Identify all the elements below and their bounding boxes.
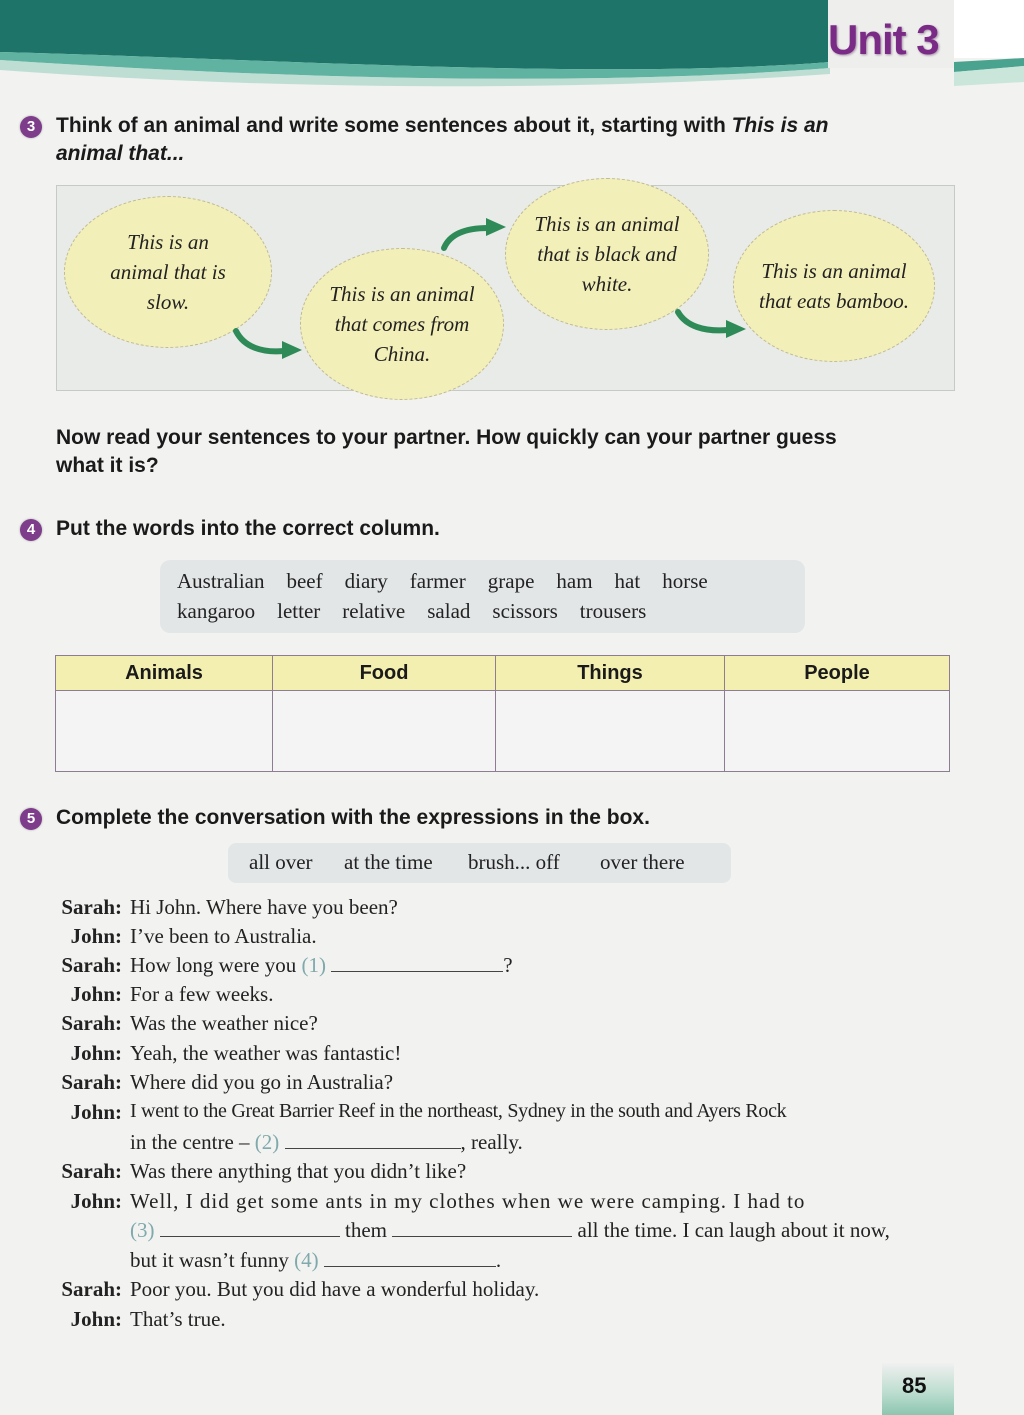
speaker: John: bbox=[70, 1189, 122, 1213]
word: ham bbox=[556, 569, 593, 593]
expression-box bbox=[228, 843, 731, 883]
word: Australian bbox=[177, 569, 265, 593]
speaker: John: bbox=[70, 982, 122, 1006]
curved-arrow-icon bbox=[674, 306, 750, 342]
dialogue-text: ? bbox=[503, 953, 513, 977]
word: grape bbox=[487, 569, 535, 593]
bubble-4 bbox=[733, 210, 935, 362]
expression: at the time bbox=[344, 850, 433, 874]
exercise-5-badge: 5 bbox=[20, 808, 42, 830]
answer-cell-people[interactable] bbox=[725, 691, 950, 772]
bubble-1-line: slow. bbox=[146, 290, 190, 314]
word: salad bbox=[427, 599, 471, 623]
word: letter bbox=[277, 599, 321, 623]
bubble-4-line: This is an animal bbox=[761, 259, 907, 283]
answer-blank-3b[interactable] bbox=[392, 1218, 572, 1237]
exercise-4-instruction: Put the words into the correct column. bbox=[56, 517, 440, 540]
exercise-3-followup bbox=[56, 424, 956, 480]
speaker: John: bbox=[70, 1307, 122, 1331]
followup-line-2: what it is? bbox=[56, 454, 159, 477]
column-header-food: Food bbox=[273, 656, 496, 691]
speaker: Sarah: bbox=[61, 1011, 122, 1035]
dialogue-text: , really. bbox=[460, 1130, 523, 1154]
speaker: Sarah: bbox=[61, 1070, 122, 1094]
word: hat bbox=[614, 569, 641, 593]
curved-arrow-icon bbox=[438, 212, 508, 252]
page-number-tab bbox=[882, 1363, 954, 1415]
exercise-3-badge: 3 bbox=[20, 116, 42, 138]
word-row-2 bbox=[177, 599, 668, 624]
bubble-1-line: This is an bbox=[127, 230, 209, 254]
exercise-4-badge: 4 bbox=[20, 519, 42, 541]
speaker: Sarah: bbox=[61, 1277, 122, 1301]
speaker: Sarah: bbox=[61, 895, 122, 919]
blank-number: (2) bbox=[254, 1130, 280, 1154]
dialogue-text: I’ve been to Australia. bbox=[130, 924, 317, 948]
dialogue-text: but it wasn’t funny bbox=[130, 1248, 289, 1272]
blank-number: (3) bbox=[130, 1218, 155, 1242]
dialogue-text-wrap bbox=[130, 1248, 501, 1273]
dialogue-text: Was the weather nice? bbox=[130, 1011, 318, 1035]
exercise-3-instruction bbox=[56, 112, 956, 168]
word: relative bbox=[342, 599, 406, 623]
category-table bbox=[55, 655, 950, 772]
speaker: Sarah: bbox=[61, 1159, 122, 1183]
exercise-3-instruction-italic-1: This is an bbox=[731, 114, 829, 137]
exercise-5-instruction: Complete the conversation with the expressions in the box. bbox=[56, 806, 650, 829]
table-row bbox=[56, 691, 950, 772]
word: trousers bbox=[579, 599, 647, 623]
word: horse bbox=[662, 569, 708, 593]
curved-arrow-icon bbox=[232, 325, 304, 361]
column-header-animals: Animals bbox=[56, 656, 273, 691]
dialogue-text: Was there anything that you didn’t like? bbox=[130, 1159, 467, 1183]
dialogue-text: How long were you bbox=[130, 953, 297, 977]
dialogue-text: Yeah, the weather was fantastic! bbox=[130, 1041, 402, 1065]
dialogue-text: all the time. I can laugh about it now, bbox=[577, 1218, 890, 1242]
bubble-4-line: that eats bamboo. bbox=[759, 289, 909, 313]
dialogue-text: in the centre – bbox=[130, 1130, 250, 1154]
word-row-1 bbox=[177, 569, 730, 594]
bubble-2-line: China. bbox=[373, 342, 431, 366]
word: beef bbox=[286, 569, 323, 593]
bubble-3-line: This is an animal bbox=[534, 212, 680, 236]
speaker: Sarah: bbox=[61, 953, 122, 977]
dialogue-text: Where did you go in Australia? bbox=[130, 1070, 394, 1094]
table-header-row bbox=[56, 656, 950, 691]
page-corner bbox=[954, 0, 1024, 58]
answer-blank-2[interactable] bbox=[285, 1130, 461, 1149]
word: diary bbox=[344, 569, 388, 593]
page-number: 85 bbox=[902, 1373, 927, 1398]
dialogue-text: them bbox=[345, 1218, 387, 1242]
dialogue-text-wrap bbox=[130, 1218, 890, 1243]
speaker: John: bbox=[70, 1100, 122, 1124]
blank-number: (4) bbox=[294, 1248, 319, 1272]
exercise-3-instruction-text: Think of an animal and write some sentences about it, starting with bbox=[56, 114, 732, 137]
dialogue-text-wrap bbox=[130, 1130, 523, 1155]
dialogue-text: Well, I did get some ants in my clothes when we were camping. I had to bbox=[130, 1189, 806, 1213]
answer-cell-animals[interactable] bbox=[56, 691, 273, 772]
word: farmer bbox=[409, 569, 466, 593]
followup-line-1: Now read your sentences to your partner. How quickly can your partner guess bbox=[56, 426, 837, 449]
blank-number: (1) bbox=[301, 953, 326, 977]
column-header-people: People bbox=[725, 656, 950, 691]
dialogue-text: . bbox=[495, 1248, 502, 1272]
word-box bbox=[160, 560, 805, 633]
dialogue-text: I went to the Great Barrier Reef in the northeast, Sydney in the south and Ayers Rock bbox=[130, 1100, 787, 1122]
speaker: John: bbox=[70, 1041, 122, 1065]
dialogue-text: Hi John. Where have you been? bbox=[130, 895, 398, 919]
expression: all over bbox=[249, 850, 313, 874]
bubble-2-line: This is an animal bbox=[329, 282, 475, 306]
answer-blank-1[interactable] bbox=[331, 953, 503, 972]
bubble-2-line: that comes from bbox=[334, 312, 470, 336]
dialogue-text: Poor you. But you did have a wonderful holiday. bbox=[130, 1277, 540, 1301]
word: scissors bbox=[492, 599, 558, 623]
bubble-3-line: that is black and bbox=[537, 242, 677, 266]
expression: brush... off bbox=[468, 850, 560, 874]
dialogue-text: For a few weeks. bbox=[130, 982, 274, 1006]
exercise-3-instruction-italic-2: animal that... bbox=[56, 142, 185, 165]
column-header-things: Things bbox=[496, 656, 725, 691]
bubble-1-line: animal that is bbox=[110, 260, 226, 284]
unit-title: Unit 3 bbox=[828, 16, 939, 63]
expression: over there bbox=[600, 850, 685, 874]
answer-blank-3a[interactable] bbox=[160, 1218, 340, 1237]
answer-cell-food[interactable] bbox=[273, 691, 496, 772]
dialogue-text: That’s true. bbox=[130, 1307, 226, 1331]
bubble-3-line: white. bbox=[581, 272, 633, 296]
bubble-2 bbox=[300, 248, 504, 400]
dialogue-text-wrap bbox=[130, 953, 513, 978]
answer-cell-things[interactable] bbox=[496, 691, 725, 772]
word: kangaroo bbox=[177, 599, 256, 623]
answer-blank-4[interactable] bbox=[324, 1248, 496, 1267]
speaker: John: bbox=[70, 924, 122, 948]
